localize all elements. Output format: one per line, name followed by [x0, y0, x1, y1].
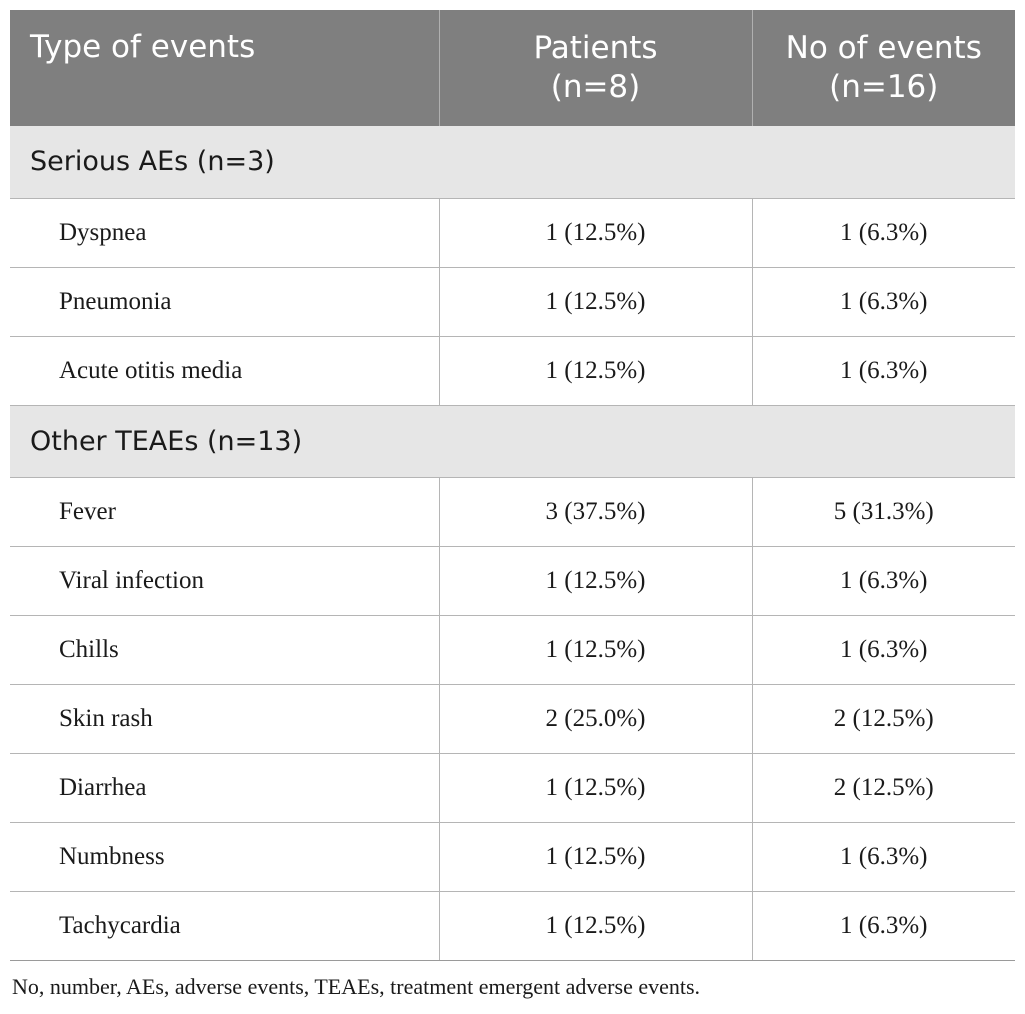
table-row	[10, 546, 1015, 615]
header-patients	[439, 10, 752, 126]
header-type-of-events	[10, 10, 439, 126]
event-name: Pneumonia	[10, 267, 439, 336]
event-name: Dyspnea	[10, 198, 439, 267]
header-patients-label: Patients	[533, 30, 658, 66]
events-value: 1 (6.3%)	[752, 615, 1015, 684]
table-row	[10, 477, 1015, 546]
table-row	[10, 753, 1015, 822]
events-value: 1 (6.3%)	[752, 198, 1015, 267]
group-row-other-teaes	[10, 405, 1015, 477]
events-value: 1 (6.3%)	[752, 546, 1015, 615]
event-name: Diarrhea	[10, 753, 439, 822]
patients-value: 1 (12.5%)	[439, 822, 752, 891]
events-value: 1 (6.3%)	[752, 336, 1015, 405]
table-row	[10, 267, 1015, 336]
patients-value: 1 (12.5%)	[439, 267, 752, 336]
event-name: Numbness	[10, 822, 439, 891]
table-row	[10, 891, 1015, 960]
table-row	[10, 822, 1015, 891]
events-value: 2 (12.5%)	[752, 684, 1015, 753]
table-row	[10, 336, 1015, 405]
events-value: 1 (6.3%)	[752, 822, 1015, 891]
event-name: Viral infection	[10, 546, 439, 615]
patients-value: 1 (12.5%)	[439, 336, 752, 405]
table-header-row	[10, 10, 1015, 126]
event-name: Skin rash	[10, 684, 439, 753]
table-footnote: No, number, AEs, adverse events, TEAEs, treatment emergent adverse events.	[12, 974, 701, 999]
table-row	[10, 615, 1015, 684]
patients-value: 2 (25.0%)	[439, 684, 752, 753]
patients-value: 1 (12.5%)	[439, 891, 752, 960]
header-patients-count: (n=8)	[550, 69, 641, 105]
header-type-label: Type of events	[30, 29, 256, 65]
group-label: Other TEAEs (n=13)	[10, 405, 1015, 477]
event-name: Chills	[10, 615, 439, 684]
adverse-events-table	[10, 10, 1015, 961]
table-row	[10, 684, 1015, 753]
header-no-of-events	[752, 10, 1015, 126]
patients-value: 1 (12.5%)	[439, 615, 752, 684]
events-value: 1 (6.3%)	[752, 267, 1015, 336]
table-row	[10, 198, 1015, 267]
event-name: Tachycardia	[10, 891, 439, 960]
events-value: 2 (12.5%)	[752, 753, 1015, 822]
group-label: Serious AEs (n=3)	[10, 126, 1015, 198]
patients-value: 1 (12.5%)	[439, 546, 752, 615]
header-events-label: No of events	[785, 30, 982, 66]
patients-value: 1 (12.5%)	[439, 198, 752, 267]
header-events-count: (n=16)	[829, 69, 939, 105]
event-name: Fever	[10, 477, 439, 546]
patients-value: 1 (12.5%)	[439, 753, 752, 822]
events-value: 5 (31.3%)	[752, 477, 1015, 546]
event-name: Acute otitis media	[10, 336, 439, 405]
patients-value: 3 (37.5%)	[439, 477, 752, 546]
events-value: 1 (6.3%)	[752, 891, 1015, 960]
group-row-serious-aes	[10, 126, 1015, 198]
